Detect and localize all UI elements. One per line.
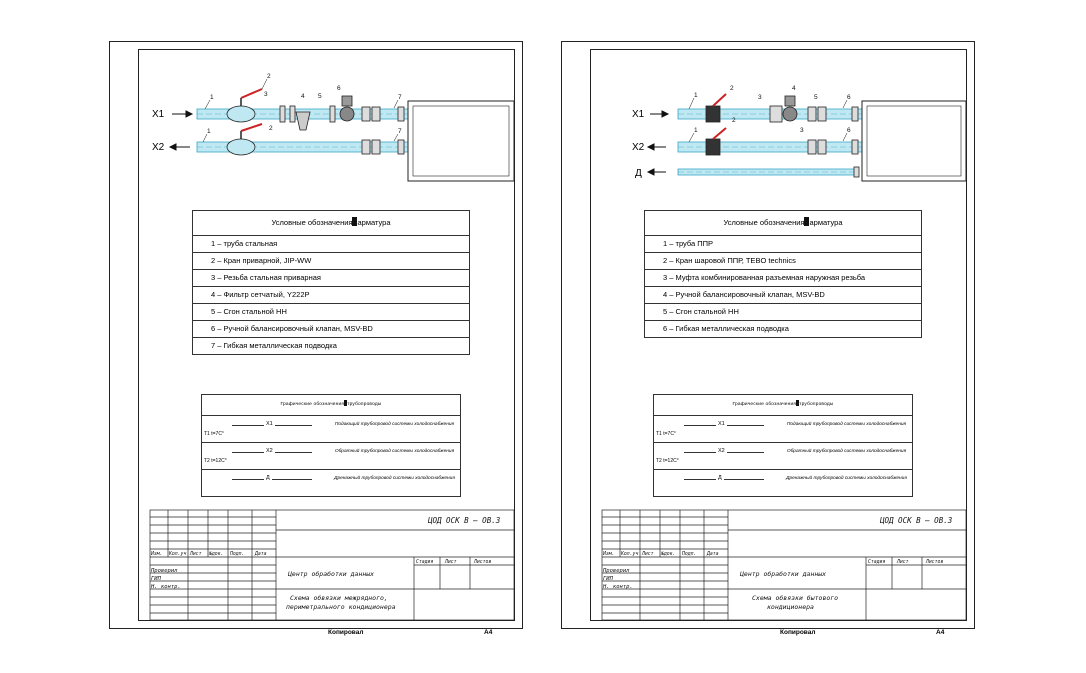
callout-number: 1 — [210, 94, 214, 101]
legend-item: 4 – Ручной балансировочный клапан, MSV-BD — [645, 287, 921, 304]
callout-number: 6 — [847, 94, 851, 101]
project-name: Центр обработки данных — [740, 570, 827, 578]
svg-text:Подп.: Подп. — [682, 552, 697, 557]
callout-number: 4 — [301, 93, 305, 100]
title-block — [110, 42, 522, 628]
drawing-code: ЦОД ОСК В – ОВ.3 — [880, 516, 953, 525]
legend-title: Условные обозначения арматура — [193, 211, 469, 236]
svg-text:Подп.: Подп. — [230, 552, 245, 557]
inlet-label: Д — [635, 168, 642, 179]
svg-text:Н. контр.: Н. контр. — [603, 584, 633, 590]
svg-text:Лист: Лист — [897, 560, 909, 565]
pipeline-row: X1 T1 t=7C° Подающий трубопровод системы холодоснабжения — [202, 416, 460, 443]
drawing-code: ЦОД ОСК В – ОВ.3 — [428, 516, 501, 525]
title-block — [562, 42, 974, 628]
pipeline-row: X2 T2 t=12C° Обратный трубопровод системы холодоснабжения — [202, 443, 460, 470]
svg-text:Лист: Лист — [642, 552, 654, 557]
svg-text:Дата: Дата — [707, 552, 719, 557]
svg-text:Стадия: Стадия — [868, 560, 886, 565]
callout-number: 6 — [847, 127, 851, 134]
svg-text:Листов: Листов — [474, 560, 492, 565]
svg-text:Проверил: Проверил — [603, 568, 630, 574]
svg-text:ГИП: ГИП — [151, 576, 161, 582]
callout-number: 2 — [730, 85, 734, 92]
callout-number: 7 — [398, 128, 402, 135]
inlet-label: X1 — [632, 109, 645, 120]
callout-number: 2 — [269, 125, 273, 132]
callout-number: 7 — [398, 94, 402, 101]
svg-text:№док.: №док. — [661, 552, 676, 557]
svg-text:Кол.уч: Кол.уч — [621, 552, 639, 557]
legend-item: 4 – Фильтр сетчатый, Y222P — [193, 287, 469, 304]
legend-item: 5 – Сгон стальной НН — [645, 304, 921, 321]
inlet-label: X2 — [632, 142, 645, 153]
legend-item: 2 – Кран шаровой ППР, TEBO technics — [645, 253, 921, 270]
svg-text:Изм.: Изм. — [151, 552, 163, 557]
sheet-subject: периметрального кондиционера — [286, 603, 396, 611]
callout-number: 2 — [732, 117, 736, 124]
svg-text:ГИП: ГИП — [603, 576, 613, 582]
svg-text:Лист: Лист — [445, 560, 457, 565]
copied-label: Копировал — [328, 629, 364, 636]
svg-text:Изм.: Изм. — [603, 552, 615, 557]
callout-number: 4 — [792, 85, 796, 92]
drawing-sheet-2 — [561, 41, 975, 636]
callout-number: 5 — [318, 93, 322, 100]
pipeline-row: X2 T2 t=12C° Обратный трубопровод системы холодоснабжения — [654, 443, 912, 470]
legend-item: 1 – труба стальная — [193, 236, 469, 253]
svg-text:Лист: Лист — [190, 552, 202, 557]
callout-number: 1 — [207, 128, 211, 135]
svg-text:Кол.уч: Кол.уч — [169, 552, 187, 557]
svg-text:Листов: Листов — [926, 560, 944, 565]
callout-number: 2 — [267, 73, 271, 80]
svg-text:Н. контр.: Н. контр. — [151, 584, 181, 590]
legend-title: Графические обозначения трубопроводы — [654, 395, 912, 416]
drawing-sheet-1 — [109, 41, 523, 636]
callout-number: 5 — [814, 94, 818, 101]
legend-item: 1 – труба ППР — [645, 236, 921, 253]
callout-number: 3 — [264, 91, 268, 98]
legend-item: 6 – Гибкая металлическая подводка — [663, 324, 789, 333]
legend-item: 7 – Гибкая металлическая подводка — [211, 341, 337, 350]
legend-item: 3 – Муфта комбинированная разъемная наружная резьба — [645, 270, 921, 287]
inlet-label: X1 — [152, 109, 165, 120]
legend-item: 3 – Резьба стальная приварная — [193, 270, 469, 287]
pipeline-row: Д Дренажный трубопровод системы холодоснабжения — [654, 470, 912, 496]
legend-title: Графические обозначения трубопроводы — [202, 395, 460, 416]
callout-number: 1 — [694, 127, 698, 134]
inlet-label: X2 — [152, 142, 165, 153]
project-name: Центр обработки данных — [288, 570, 375, 578]
callout-number: 6 — [337, 85, 341, 92]
callout-number: 3 — [758, 94, 762, 101]
svg-text:Стадия: Стадия — [416, 560, 434, 565]
pipeline-row: Д Дренажный трубопровод системы холодоснабжения — [202, 470, 460, 496]
sheet-subject: кондиционера — [767, 603, 814, 611]
svg-text:Проверил: Проверил — [151, 568, 178, 574]
svg-text:Дата: Дата — [255, 552, 267, 557]
legend-item: 2 – Кран приварной, JIP-WW — [193, 253, 469, 270]
format-label: A4 — [484, 629, 493, 636]
legend-item: 5 – Сгон стальной НН — [193, 304, 469, 321]
pipeline-row: X1 T1 t=7C° Подающий трубопровод системы холодоснабжения — [654, 416, 912, 443]
legend-item: 6 – Ручной балансировочный клапан, MSV-BD — [193, 321, 469, 338]
sheet-subject: Схема обвязки бытового — [752, 594, 839, 602]
callout-number: 1 — [694, 92, 698, 99]
svg-text:№док.: №док. — [209, 552, 224, 557]
format-label: A4 — [936, 629, 945, 636]
legend-title: Условные обозначения арматура — [645, 211, 921, 236]
copied-label: Копировал — [780, 629, 816, 636]
sheet-subject: Схема обвязки межрядного, — [290, 594, 388, 602]
callout-number: 3 — [800, 127, 804, 134]
